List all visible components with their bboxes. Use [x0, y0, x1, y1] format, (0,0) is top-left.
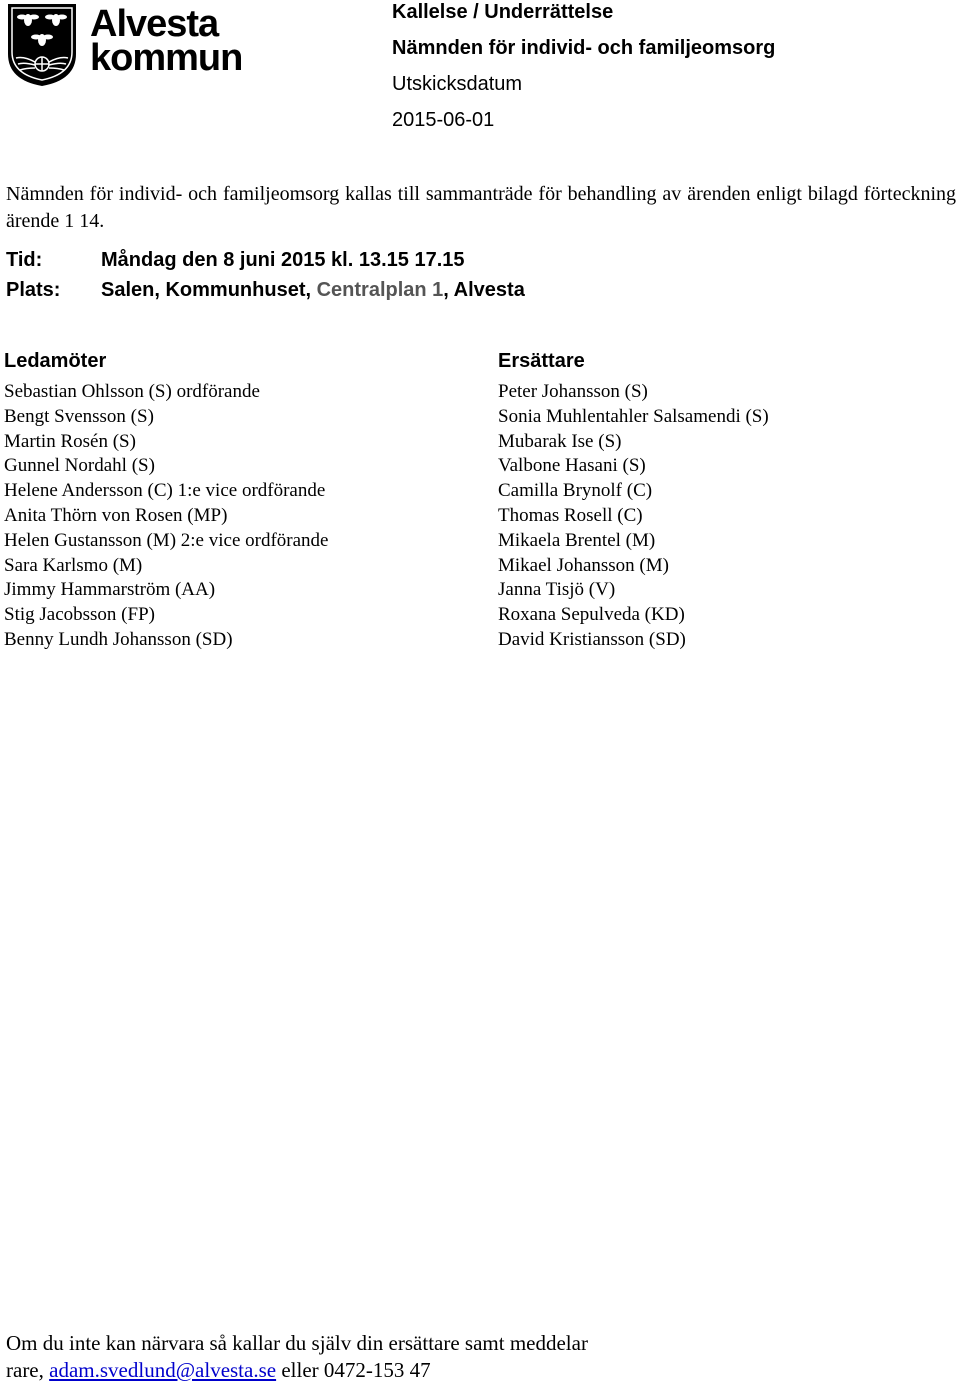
dispatch-date-label: Utskicksdatum: [392, 73, 523, 95]
substitutes-list: [498, 380, 958, 653]
coat-of-arms-icon: [6, 2, 78, 88]
list-item: Stig Jacobsson (FP): [4, 604, 155, 626]
substitutes-heading: Ersättare: [498, 350, 585, 372]
list-item: Gunnel Nordahl (S): [4, 455, 155, 477]
list-item: Helene Andersson (C) 1:e vice ordförande: [4, 480, 326, 502]
time-value: Måndag den 8 juni 2015 kl. 13.15 17.15: [101, 249, 465, 271]
members-list: [4, 380, 464, 653]
list-item: Janna Tisjö (V): [498, 579, 616, 601]
list-item: Mubarak Ise (S): [498, 430, 622, 452]
footer-note: [6, 1330, 946, 1384]
list-item: Sara Karlsmo (M): [4, 554, 143, 576]
list-item: Mikael Johansson (M): [498, 554, 669, 576]
place-value-part-1: Salen, Kommunhuset,: [101, 279, 317, 301]
list-item: Anita Thörn von Rosen (MP): [4, 504, 228, 526]
meeting-place-row: [6, 277, 946, 303]
logo-text-line-2: kommun: [90, 37, 243, 79]
meeting-time-row: [6, 247, 946, 273]
logo-text-line-1: Alvesta: [90, 3, 219, 45]
list-item: Martin Rosén (S): [4, 430, 136, 452]
place-value-part-3: , Alvesta: [443, 279, 525, 301]
document-title: Kallelse / Underrättelse: [392, 1, 614, 23]
footer-line-2: [6, 1357, 946, 1384]
list-item: Jimmy Hammarström (AA): [4, 579, 216, 601]
time-label: Tid:: [6, 249, 43, 271]
place-label: Plats:: [6, 279, 61, 301]
document-header: [392, 0, 952, 132]
list-item: Camilla Brynolf (C): [498, 480, 653, 502]
list-item: David Kristiansson (SD): [498, 628, 686, 650]
list-item: Bengt Svensson (S): [4, 405, 154, 427]
members-heading: Ledamöter: [4, 350, 107, 372]
list-item: Helen Gustansson (M) 2:e vice ordförande: [4, 529, 329, 551]
dispatch-date: 2015-06-01: [392, 109, 495, 131]
intro-paragraph: Nämnden för individ- och familjeomsorg kallas till sammanträde för behandling av ärenden enligt bilagd förteckning ärende 1 14.: [6, 183, 956, 232]
list-item: Roxana Sepulveda (KD): [498, 604, 685, 626]
footer-line-1: Om du inte kan närvara så kallar du själv din ersättare samt meddelar: [6, 1331, 588, 1355]
members-column: [4, 348, 464, 653]
alvesta-kommun-logo: [6, 2, 246, 92]
list-item: Thomas Rosell (C): [498, 504, 643, 526]
email-link[interactable]: adam.svedlund@alvesta.se: [49, 1358, 277, 1382]
list-item: Peter Johansson (S): [498, 381, 648, 402]
footer-line-2-suffix: eller 0472-153 47: [276, 1358, 431, 1382]
substitutes-column: [498, 348, 958, 653]
list-item: Sebastian Ohlsson (S) ordförande: [4, 381, 260, 402]
list-item: Benny Lundh Johansson (SD): [4, 628, 233, 650]
list-item: Sonia Muhlentahler Salsamendi (S): [498, 405, 769, 427]
list-item: Valbone Hasani (S): [498, 455, 646, 477]
place-value-street: Centralplan 1: [316, 279, 444, 301]
list-item: Mikaela Brentel (M): [498, 529, 656, 551]
committee-name: Nämnden för individ- och familjeomsorg: [392, 37, 776, 59]
footer-line-2-prefix: rare,: [6, 1358, 50, 1382]
